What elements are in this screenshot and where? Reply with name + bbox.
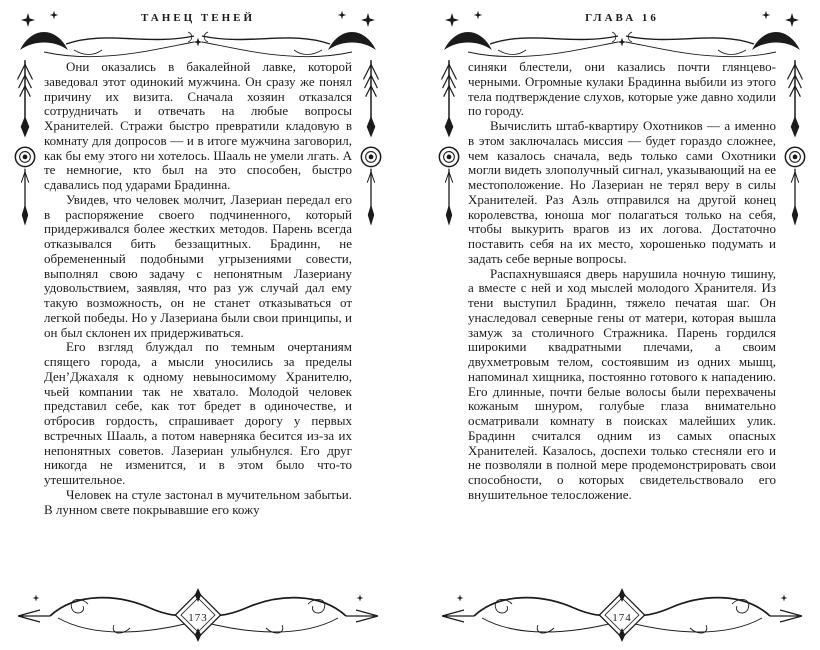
feather-ornament-right: [360, 58, 382, 230]
feather-ornament-left: [438, 58, 460, 230]
paragraph: Они оказались в бакалейной лавке, которой заведовал этот одинокий мужчина. Он сразу же понял причину их визита. Сначала хозяин отказался сотрудничать и отвечать на любые вопросы Хранителей. Стражи быстро превратили кладовую в комнату для допросов — и в итоге мужчина заговорил, как бы ему этого ни хотелось. Шааль не умели лгать. А те немногие, кто был на это способен, быстро сдавались под ударами Брадинна.: [44, 60, 352, 192]
paragraph: Его взгляд блуждал по темным очертаниям спящего города, а мысли уносились за пределы Ден’Джахаля к одному невыносимому Хранителю, чьей компании так не хватало. Молодой человек представил себе, как тот бредет в одиночестве, и отбросив гордость, спрашивает дорогу у первых встречных Шааль, а потом наверняка бесится из-за их непонятных советов. Лазериан улыбнулся. Его друг никогда не изменится, и в этом было что-то утешительное.: [44, 339, 352, 487]
page-text-right: [468, 60, 776, 594]
paragraph: Человек на стуле застонал в мучительном забытьи. В лунном свете покрывавшие его кожу: [44, 486, 352, 517]
running-head-right: ГЛАВА 16: [585, 12, 659, 24]
paragraph: Увидев, что человек молчит, Лазериан передал его в распоряжение своего подчиненного, который придерживался более жестких методов. Парень всегда отказывался бить беззащитных. Брадинн, не обремененный подобными угрызениями совести, выполнял свою задачу с непонятным Лазериану удовольствием, заявляя, что раз уж случай дал ему такую возможность, он не станет отказываться от легкой победы. Но у Лазериана были свои принципы, и он был склонен их придерживаться.: [44, 191, 352, 340]
page-left: [10, 0, 386, 650]
page-right: [434, 0, 810, 650]
running-head-left: ТАНЕЦ ТЕНЕЙ: [140, 12, 256, 24]
page-number-left: 173: [188, 612, 208, 624]
page-text-left: [44, 60, 352, 594]
page-number-right: 174: [612, 612, 632, 624]
paragraph: Вычислить штаб-квартиру Охотников — а именно в этом заключалась миссия — будет гораздо сложнее, чем казалось сначала, ведь только сами Охотники могли видеть злополучный сигнал, указывающий на ее местоположение. Но Лазериан не терял веру в силы Хранителей. Раз Аэль отправился на другой конец королевства, юноша мог полагаться только на себя, чтобы выкурить врагов из их логова. Достаточно поставить себя на их место, хорошенько подумать и задать себе верные вопросы.: [468, 118, 776, 266]
paragraph: синяки блестели, они казались почти глянцево-черными. Огромные кулаки Брадинна выбили из этого тела подтверждение слухов, которые уже давно ходили по городу.: [468, 60, 776, 119]
feather-ornament-left: [14, 58, 36, 230]
paragraph: Распахнувшаяся дверь нарушила ночную тишину, а вместе с ней и ход мыслей молодого Хранителя. Из тени выступил Брадинн, тяжело печатая шаг. Он унаследовал северные гены от матери, которая вышла замуж за столичного Стражника. Парень гордился широкими квадратными плечами, а своим двухметровым телом, состоявшим из одних мышц, напоминал хищника, постоянно готового к нападению. Его длинные, почти белые волосы были перехвачены кожаным шнуром, голубые глаза внимательно осматривали комнату в поисках малейших улик. Брадинн считался одним из самых опасных Хранителей. Казалось, доспехи только стесняли его и не позволяли в полной мере продемонстрировать свои способности, о которых свидетельствовало его внушительное телосложение.: [468, 265, 776, 502]
feather-ornament-right: [784, 58, 806, 230]
